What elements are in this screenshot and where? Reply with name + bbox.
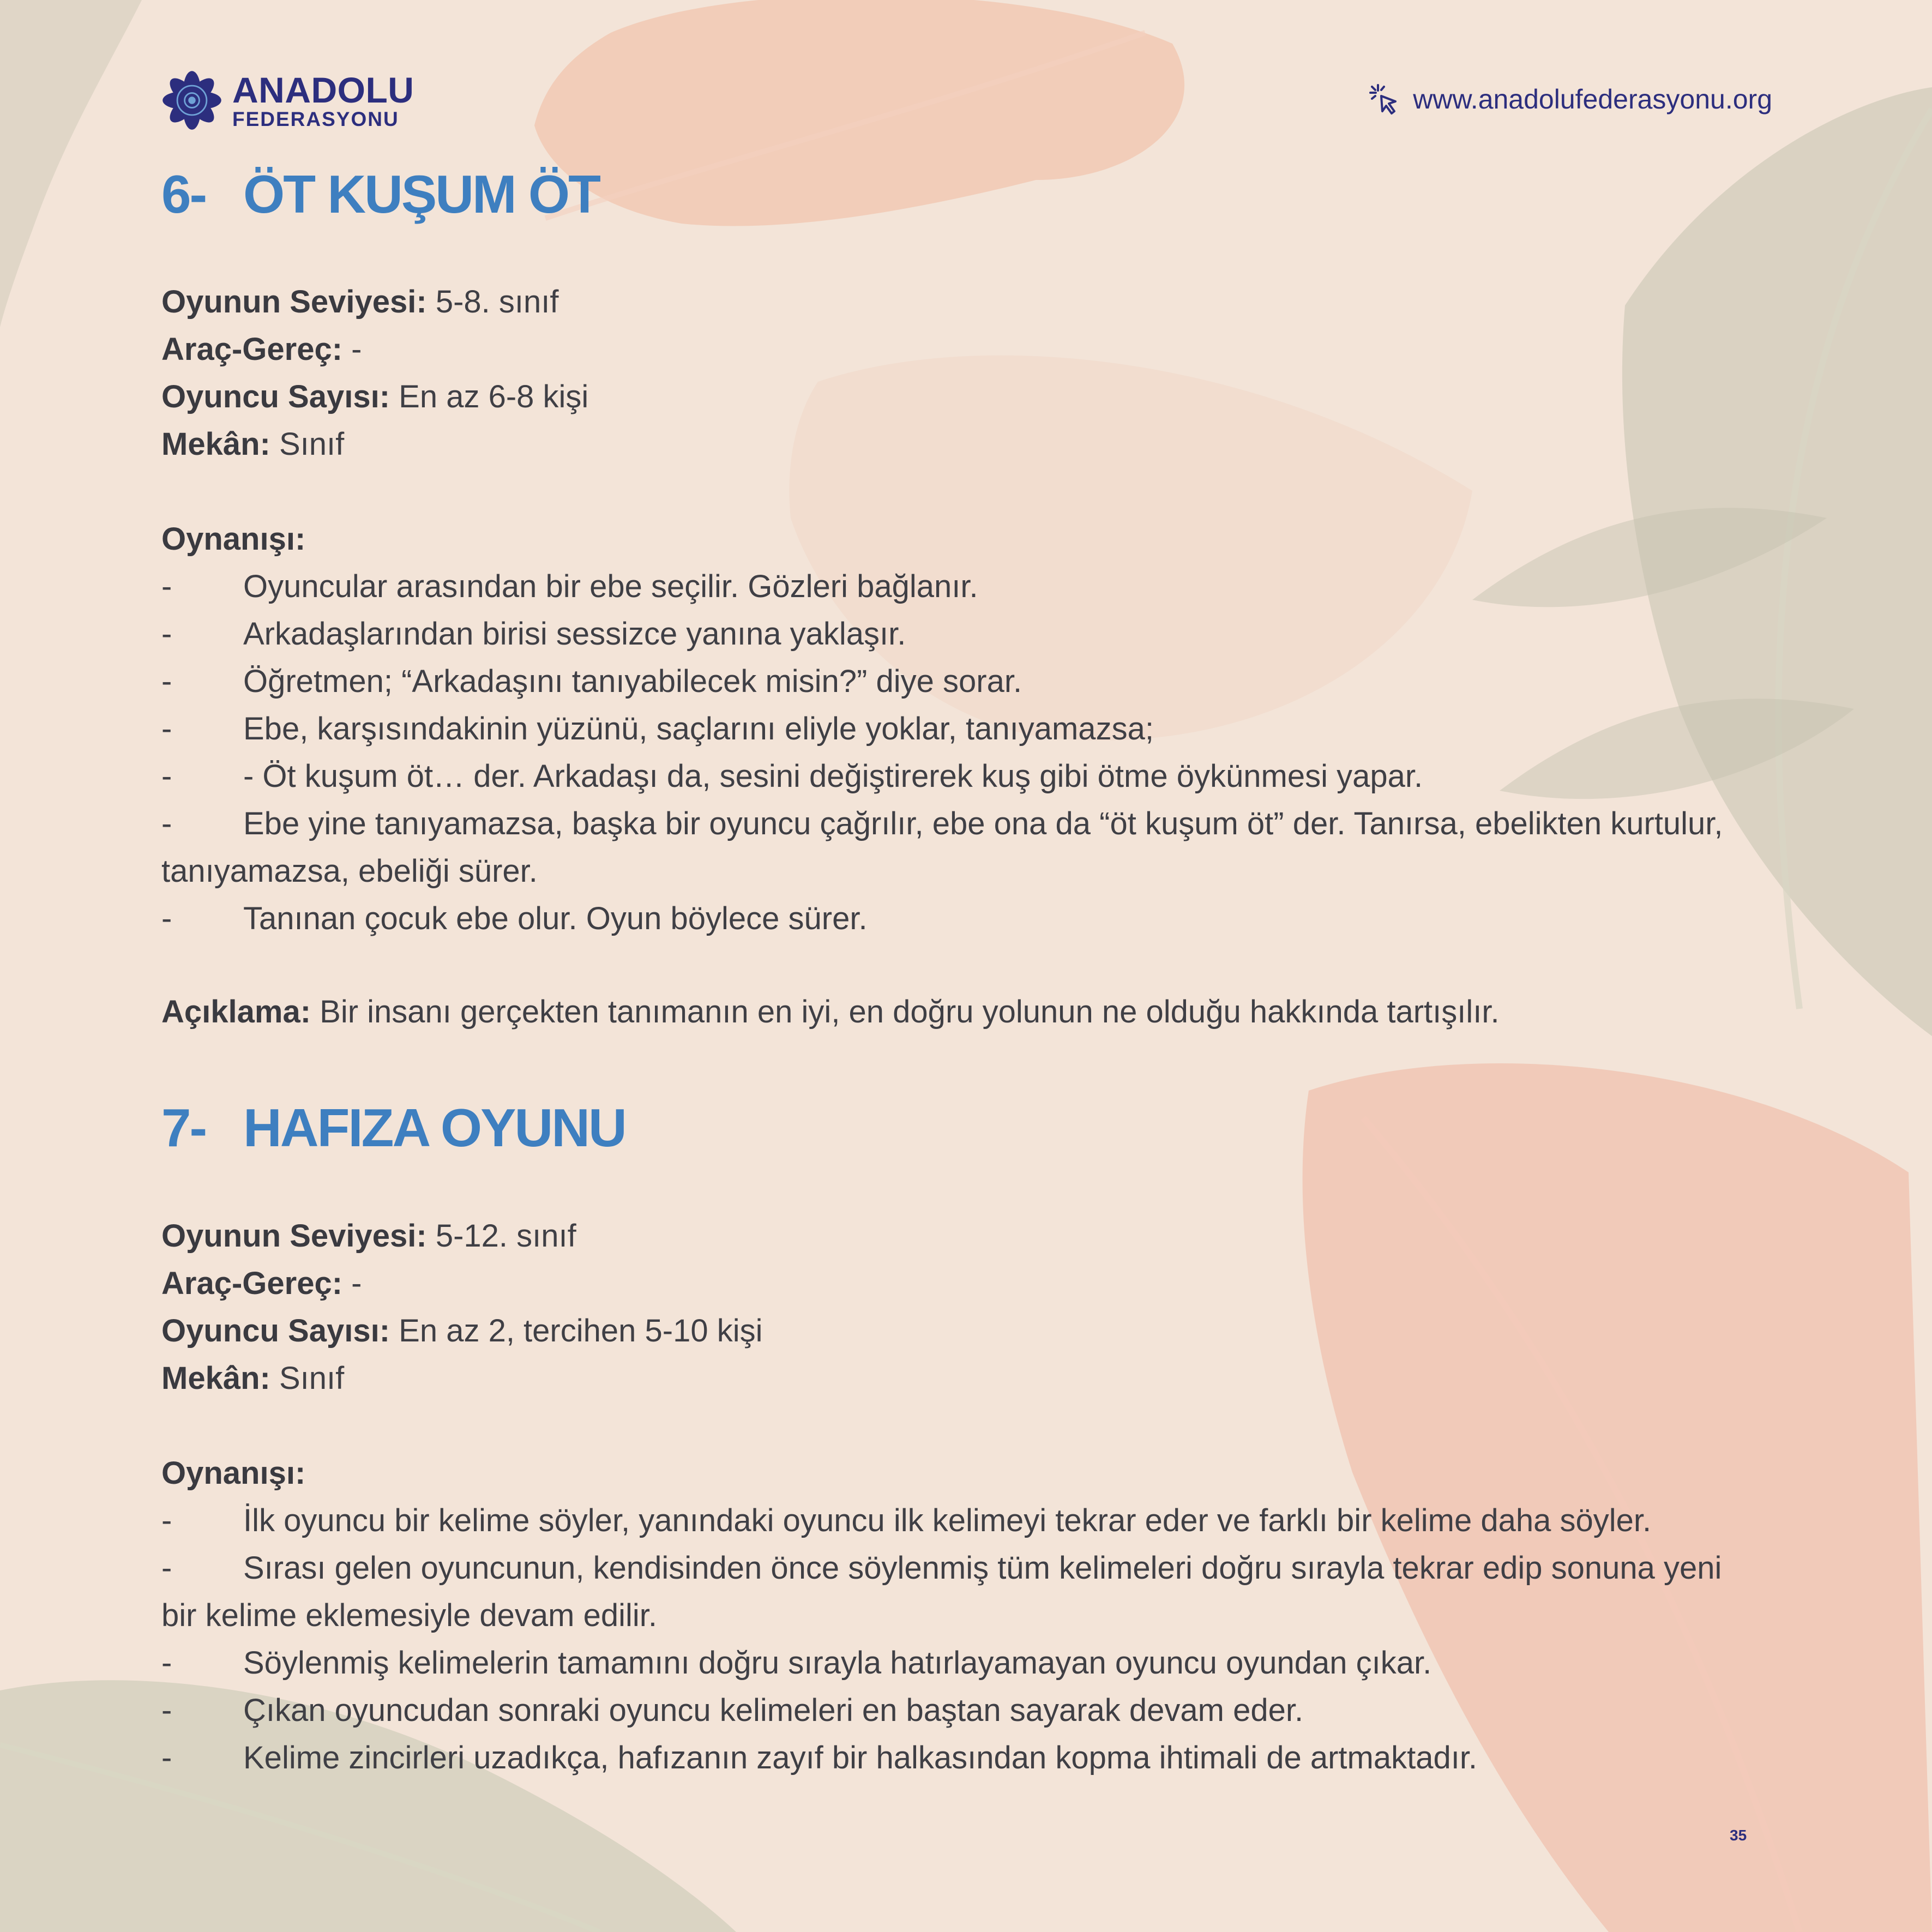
game-6-title: ÖT KUŞUM ÖT bbox=[243, 164, 599, 224]
website-link[interactable] bbox=[1367, 82, 1772, 117]
list-item-continuation: bir kelime eklemesiyle devam edilir. bbox=[161, 1598, 657, 1633]
game-7-howto-label: Oynanışı: bbox=[161, 1455, 306, 1491]
game-7-title: HAFIZA OYUNU bbox=[243, 1098, 625, 1158]
game-6-place: Mekân: Sınıf bbox=[161, 426, 345, 462]
anadolu-logo[interactable] bbox=[161, 70, 414, 131]
game-6-number: 6- bbox=[161, 164, 206, 224]
cursor-click-icon bbox=[1367, 82, 1402, 117]
flower-logo-icon bbox=[161, 70, 222, 131]
list-item: - Öğretmen; “Arkadaşını tanıyabilecek misin?” diye sorar. bbox=[161, 664, 1022, 699]
logo-wordmark bbox=[232, 69, 414, 130]
game-7-players: Oyuncu Sayısı: En az 2, tercihen 5-10 kişi bbox=[161, 1313, 763, 1349]
game-7-level: Oyunun Seviyesi: 5-12. sınıf bbox=[161, 1218, 576, 1254]
game-6-level: Oyunun Seviyesi: 5-8. sınıf bbox=[161, 284, 559, 320]
game-6-tools: Araç-Gereç: - bbox=[161, 332, 362, 367]
list-item-continuation: tanıyamazsa, ebeliği sürer. bbox=[161, 853, 538, 889]
game-7-number: 7- bbox=[161, 1098, 206, 1158]
list-item: - - Öt kuşum öt… der. Arkadaşı da, sesini değiştirerek kuş gibi ötme öykünmesi yapar. bbox=[161, 759, 1423, 794]
game-6-note: Açıklama: Bir insanı gerçekten tanımanın en iyi, en doğru yolunun ne olduğu hakkında tartışılır. bbox=[161, 994, 1500, 1030]
logo-line-2: FEDERASYONU bbox=[232, 107, 399, 130]
logo-line-1: ANADOLU bbox=[232, 69, 414, 110]
game-7-place: Mekân: Sınıf bbox=[161, 1361, 345, 1396]
list-item: - Ebe, karşısındakinin yüzünü, saçlarını eliyle yoklar, tanıyamazsa; bbox=[161, 711, 1154, 747]
game-6-heading bbox=[161, 164, 599, 225]
game-6-players: Oyuncu Sayısı: En az 6-8 kişi bbox=[161, 379, 589, 414]
website-url[interactable]: www.anadolufederasyonu.org bbox=[1413, 84, 1772, 115]
page-number: 35 bbox=[1730, 1827, 1747, 1844]
game-7-tools: Araç-Gereç: - bbox=[161, 1266, 362, 1301]
list-item: - Sırası gelen oyuncunun, kendisinden önce söylenmiş tüm kelimeleri doğru sırayla tekrar edip sonuna yeni bbox=[161, 1550, 1722, 1586]
game-6-howto-label: Oynanışı: bbox=[161, 521, 306, 557]
game-7-heading bbox=[161, 1097, 625, 1159]
list-item: - İlk oyuncu bir kelime söyler, yanındaki oyuncu ilk kelimeyi tekrar eder ve farklı bir kelime daha söyler. bbox=[161, 1503, 1652, 1538]
list-item: - Ebe yine tanıyamazsa, başka bir oyuncu çağrılır, ebe ona da “öt kuşum öt” der. Tanırsa, ebelikten kurtulur, bbox=[161, 806, 1723, 841]
list-item: - Tanınan çocuk ebe olur. Oyun böylece sürer. bbox=[161, 901, 868, 936]
list-item: - Kelime zincirleri uzadıkça, hafızanın zayıf bir halkasından kopma ihtimali de artmaktadır. bbox=[161, 1740, 1478, 1775]
list-item: - Söylenmiş kelimelerin tamamını doğru sırayla hatırlayamayan oyuncu oyundan çıkar. bbox=[161, 1645, 1432, 1681]
list-item: - Oyuncular arasından bir ebe seçilir. Gözleri bağlanır. bbox=[161, 569, 978, 604]
list-item: - Çıkan oyuncudan sonraki oyuncu kelimeleri en baştan sayarak devam eder. bbox=[161, 1693, 1304, 1728]
list-item: - Arkadaşlarından birisi sessizce yanına yaklaşır. bbox=[161, 616, 906, 652]
